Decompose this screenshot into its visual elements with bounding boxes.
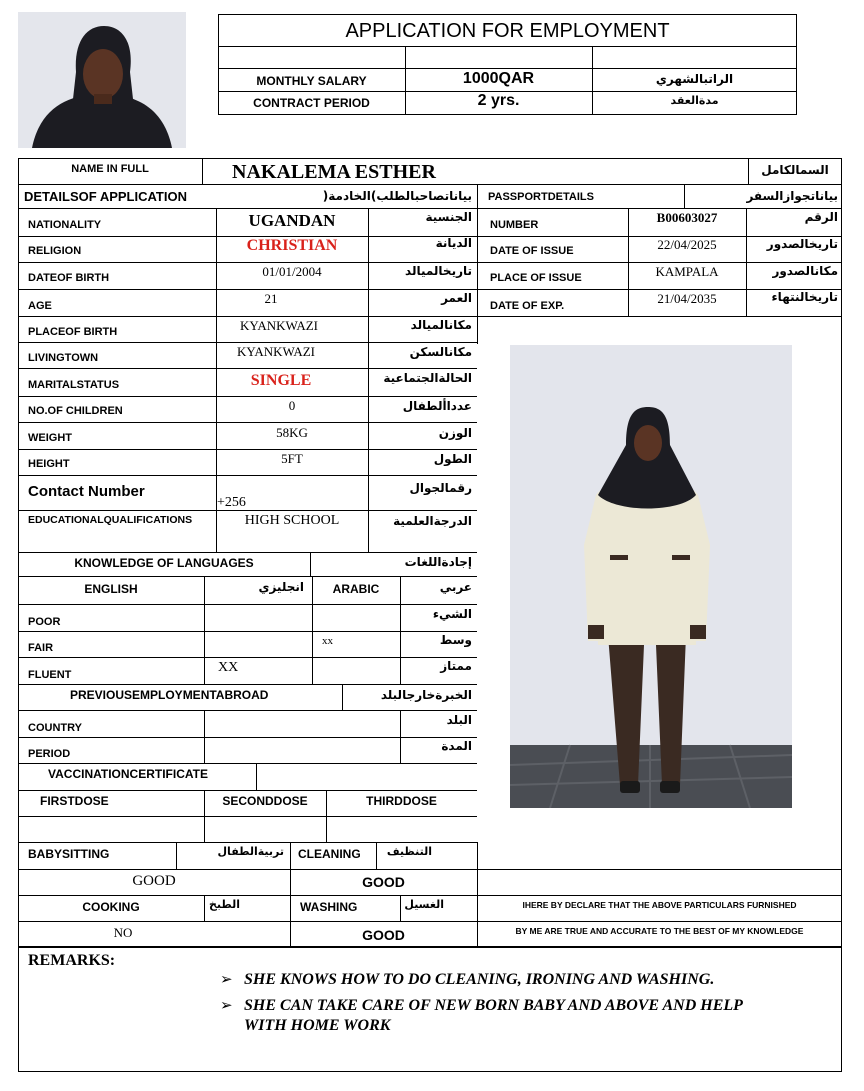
nationality-value: UGANDAN bbox=[248, 211, 336, 230]
fair-arabic-value: xx bbox=[322, 635, 333, 647]
nationality-label: NATIONALITY bbox=[28, 219, 102, 231]
nationality-ar: الجنسية bbox=[425, 210, 472, 224]
previous-employment-label: PREVIOUSEMPLOYMENTABROAD bbox=[70, 688, 269, 702]
place-of-birth-value: KYANKWAZI bbox=[240, 318, 318, 333]
contract-period-label: CONTRACT PERIOD bbox=[253, 96, 370, 110]
contract-period-ar: مدةالعقد bbox=[670, 94, 719, 107]
declaration-line2: BY ME ARE TRUE AND ACCURATE TO THE BEST OF MY KNOWLEDGE bbox=[515, 926, 804, 936]
monthly-salary-value: 1000QAR bbox=[462, 70, 535, 87]
passport-number-value: B00603027 bbox=[656, 210, 718, 225]
cooking-ar: الطبخ bbox=[208, 898, 240, 911]
living-town-value: KYANKWAZI bbox=[237, 344, 315, 359]
third-dose-label: THIRDDOSE bbox=[366, 794, 437, 808]
weight-ar: الوزن bbox=[438, 426, 472, 440]
issue-date-label: DATE OF ISSUE bbox=[490, 245, 574, 257]
place-of-issue-value: KAMPALA bbox=[655, 264, 719, 279]
passport-number-label: NUMBER bbox=[490, 219, 539, 231]
cleaning-value: GOOD bbox=[362, 874, 405, 890]
details-ar: بياناتصاحبالطلب)الخادمة( bbox=[322, 189, 472, 203]
arabic-label: ARABIC bbox=[332, 582, 380, 596]
fair-ar: وسط bbox=[439, 633, 472, 647]
headshot-photo bbox=[18, 12, 186, 148]
details-label: DETAILSOF APPLICATION bbox=[24, 189, 187, 204]
washing-ar: الغسيل bbox=[404, 898, 444, 911]
living-town-label: LIVINGTOWN bbox=[28, 352, 99, 364]
fluent-label: FLUENT bbox=[28, 669, 72, 681]
babysitting-label: BABYSITTING bbox=[28, 847, 110, 861]
children-value: 0 bbox=[288, 398, 296, 413]
education-value: HIGH SCHOOL bbox=[244, 513, 340, 528]
passport-ar: بياناتجوازالسفر bbox=[746, 189, 838, 203]
expiry-date-label: DATE OF EXP. bbox=[490, 300, 565, 312]
period-label: PERIOD bbox=[28, 748, 71, 760]
arabic-ar: عربي bbox=[439, 580, 472, 594]
weight-value: 58KG bbox=[276, 425, 308, 440]
babysitting-value: GOOD bbox=[132, 873, 176, 889]
passport-label: PASSPORTDETAILS bbox=[488, 191, 594, 203]
height-label: HEIGHT bbox=[28, 458, 70, 470]
fluent-ar: ممتاز bbox=[440, 659, 472, 673]
full-body-photo bbox=[510, 345, 792, 808]
children-label: NO.OF CHILDREN bbox=[28, 405, 123, 417]
cleaning-ar: التنظيف bbox=[386, 845, 432, 858]
languages-label: KNOWLEDGE OF LANGUAGES bbox=[74, 556, 254, 570]
english-label: ENGLISH bbox=[84, 582, 138, 596]
living-town-ar: مكانالسكن bbox=[409, 345, 472, 359]
cooking-value: NO bbox=[113, 925, 133, 940]
expiry-date-value: 21/04/2035 bbox=[657, 291, 717, 306]
age-label: AGE bbox=[28, 300, 52, 312]
monthly-salary-ar: الراتبالشهري bbox=[655, 72, 734, 86]
contact-number-ar: رقمالجوال bbox=[409, 481, 472, 495]
fluent-english-value: XX bbox=[218, 660, 239, 675]
place-of-birth-label: PLACEOF BIRTH bbox=[28, 326, 118, 338]
full-name: NAKALEMA ESTHER bbox=[232, 161, 436, 183]
remark-item-2-line1: SHE CAN TAKE CARE OF NEW BORN BABY AND ABOVE AND HELP bbox=[244, 997, 743, 1014]
fair-label: FAIR bbox=[28, 642, 54, 654]
weight-label: WEIGHT bbox=[28, 432, 72, 444]
religion-ar: الديانة bbox=[435, 236, 472, 250]
height-ar: الطول bbox=[433, 452, 472, 466]
country-label: COUNTRY bbox=[28, 722, 82, 734]
marital-status-value: SINGLE bbox=[250, 372, 312, 389]
vaccination-label: VACCINATIONCERTIFICATE bbox=[48, 767, 208, 781]
age-ar: العمر bbox=[441, 291, 472, 305]
religion-value: CHRISTIAN bbox=[246, 237, 338, 254]
contact-number-label: Contact Number bbox=[28, 483, 145, 500]
cooking-label: COOKING bbox=[82, 900, 140, 914]
remark-bullet-icon: ➢ bbox=[220, 997, 233, 1014]
remark-item-1: SHE KNOWS HOW TO DO CLEANING, IRONING AND WASHING. bbox=[244, 971, 715, 988]
page-title: APPLICATION FOR EMPLOYMENT bbox=[345, 20, 670, 42]
religion-label: RELIGION bbox=[28, 245, 82, 257]
contract-period-value: 2 yrs. bbox=[477, 92, 520, 109]
period-ar: المدة bbox=[441, 739, 472, 753]
country-ar: البلد bbox=[446, 713, 472, 727]
height-value: 5FT bbox=[281, 451, 303, 466]
first-dose-label: FIRSTDOSE bbox=[40, 794, 109, 808]
dob-ar: تاريخالميالد bbox=[405, 264, 472, 278]
education-label: EDUCATIONALQUALIFICATIONS bbox=[28, 514, 193, 526]
dob-value: 01/01/2004 bbox=[262, 264, 322, 279]
place-of-issue-ar: مكانالصدور bbox=[772, 264, 838, 278]
issue-date-value: 22/04/2025 bbox=[657, 237, 717, 252]
children-ar: عدداألطفال bbox=[402, 399, 472, 413]
remarks-label: REMARKS: bbox=[28, 952, 116, 969]
english-ar: انجليزي bbox=[258, 580, 304, 594]
babysitting-ar: تربيةالطفال bbox=[217, 845, 284, 858]
place-of-birth-ar: مكانالميالد bbox=[410, 318, 472, 332]
monthly-salary-label: MONTHLY SALARY bbox=[256, 74, 367, 88]
contact-number-value: +256 bbox=[217, 495, 246, 510]
poor-label: POOR bbox=[28, 616, 61, 628]
second-dose-label: SECONDDOSE bbox=[222, 794, 308, 808]
previous-employment-ar: الخبرةخارجالبلد bbox=[380, 688, 472, 702]
marital-status-label: MARITALSTATUS bbox=[28, 379, 120, 391]
remark-bullet-icon: ➢ bbox=[220, 971, 233, 988]
declaration-line1: IHERE BY DECLARE THAT THE ABOVE PARTICULARS FURNISHED bbox=[522, 900, 797, 910]
dob-label: DATEOF BIRTH bbox=[28, 272, 110, 284]
remark-item-2-line2: WITH HOME WORK bbox=[244, 1017, 391, 1034]
expiry-date-ar: تاريخالنتهاء bbox=[771, 290, 838, 304]
education-ar: الدرجةالعلمية bbox=[393, 514, 472, 528]
passport-number-ar: الرقم bbox=[804, 210, 838, 224]
languages-ar: إجادةاللغات bbox=[404, 555, 472, 569]
poor-ar: الشيء bbox=[432, 607, 472, 621]
name-ar: السمالكامل bbox=[761, 163, 829, 177]
cleaning-label: CLEANING bbox=[298, 847, 361, 861]
issue-date-ar: تاريخالصدور bbox=[766, 237, 838, 251]
place-of-issue-label: PLACE OF ISSUE bbox=[490, 272, 582, 284]
marital-status-ar: الحالةالجتماعية bbox=[383, 371, 472, 385]
washing-value: GOOD bbox=[362, 927, 405, 943]
washing-label: WASHING bbox=[300, 900, 358, 914]
name-label: NAME IN FULL bbox=[71, 163, 149, 175]
age-value: 21 bbox=[264, 291, 278, 306]
